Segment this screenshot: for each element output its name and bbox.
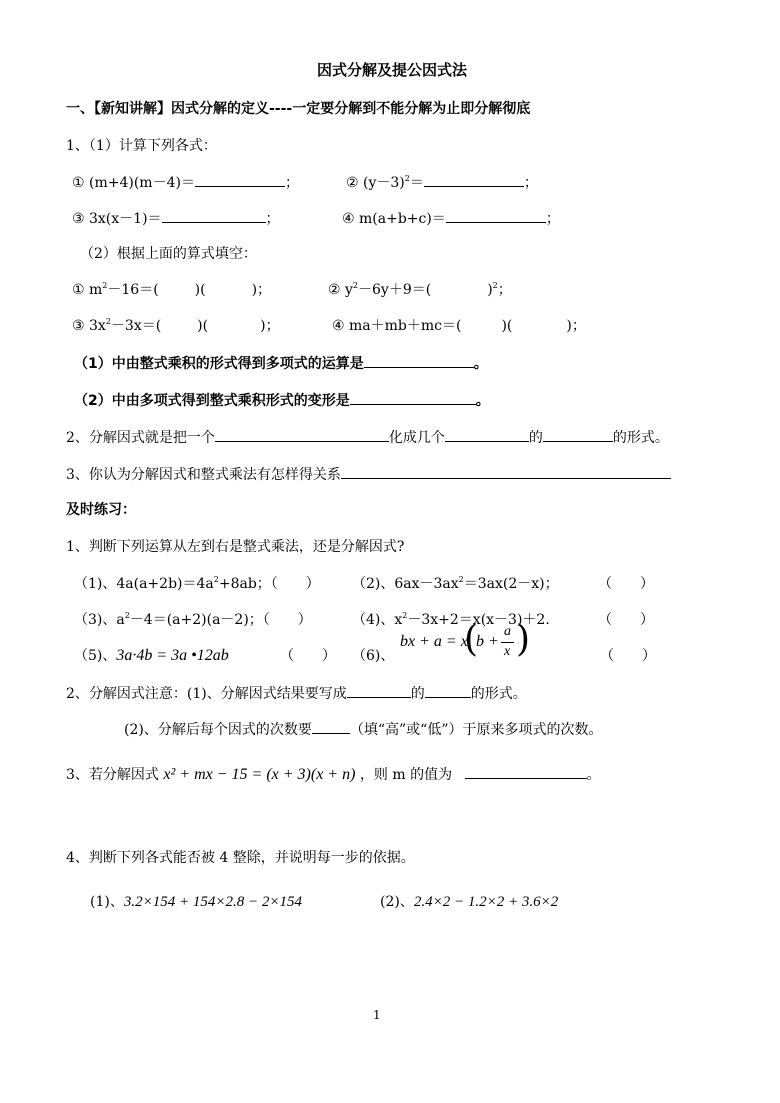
item-5: （5)、3a·4b = 3a •12ab — [74, 647, 229, 664]
item-4: （4)、$x^2-3x+2=x(x-3)+2$. — [352, 611, 550, 628]
calc-4: ④ m(a+b+c)＝ — [342, 211, 446, 227]
fill-row-1b: ② $y^2-6y+9=$( )$^2$； — [328, 281, 512, 298]
calc-1: ① (m+4)(m－4)＝ — [72, 175, 195, 191]
answer-blank[interactable] — [162, 208, 266, 223]
practice-3: 3、若分解因式 x² + mx − 15 = (x + 3)(x + n) ，则 m 的值为 。 — [66, 766, 601, 783]
practice-3-math: x² + mx − 15 = (x + 3)(x + n) — [163, 766, 356, 783]
item-3: （3)、$a^2-4=(a+2)(a-2)$；（ ） — [74, 611, 312, 628]
calc-3: ③ 3x(x－1)＝ — [72, 211, 162, 227]
item-5-math: 3a·4b = 3a •12ab — [116, 647, 229, 664]
answer-blank[interactable] — [445, 427, 529, 442]
answer-blank[interactable] — [350, 390, 476, 405]
item-2-paren: （ ） — [598, 576, 654, 592]
fill-row-2b: ④ ma＋mb＋mc＝( )( )； — [332, 318, 586, 334]
practice-2-b: (2)、分解后每个因式的次数要 （填“高”或“低”）于原来多项式的次数。 — [124, 719, 602, 740]
bold-statement-2: （2）中由多项式得到整式乘积形式的变形是 。 — [74, 390, 490, 411]
answer-blank[interactable] — [195, 172, 285, 187]
answer-blank[interactable] — [446, 208, 546, 223]
practice-4-1: (1)、3.2×154 + 154×2.8 − 2×154 — [90, 894, 302, 910]
calc-row-2: ③ 3x(x－1)＝ ； — [72, 208, 280, 229]
practice-4-1-math: 3.2×154 + 154×2.8 − 2×154 — [123, 894, 302, 910]
page-number: 1 — [373, 1008, 381, 1022]
answer-blank[interactable] — [543, 427, 613, 442]
item-6: （6)、 — [352, 648, 395, 664]
item-4-paren: （ ） — [598, 612, 654, 628]
calc-row-1: ① (m+4)(m－4)＝ ； — [72, 172, 299, 193]
calc-2: ② (y－3) — [346, 175, 405, 191]
practice-2: 2、分解因式注意：(1)、分解因式结果要写成 的 的形式。 — [66, 683, 527, 704]
fill-row-2: ③ $3x^2-3x=$( )( )； — [72, 317, 280, 334]
answer-blank[interactable] — [347, 683, 411, 698]
item-5-paren: （ ） — [280, 648, 336, 664]
question-2: 2、分解因式就是把一个 化成几个 的 的形式。 — [66, 427, 669, 448]
answer-blank[interactable] — [465, 764, 587, 779]
practice-4: 4、判断下列各式能否被 4 整除，并说明每一步的依据。 — [66, 850, 415, 866]
calc-row-1b: ② $(y-3)^2=$ ； — [346, 174, 538, 191]
answer-blank[interactable] — [312, 719, 350, 734]
practice-heading: 及时练习： — [66, 502, 136, 518]
practice-4-2-math: 2.4×2 − 1.2×2 + 3.6×2 — [413, 894, 559, 910]
answer-blank[interactable] — [364, 353, 474, 368]
question-3: 3、你认为分解因式和整式乘法有怎样得关系 — [66, 464, 671, 485]
answer-blank[interactable] — [341, 464, 671, 479]
item-2: （2)、$6ax-3ax^2=3ax(2-x)$； — [352, 575, 559, 592]
practice-1: 1、判断下列运算从左到右是整式乘法，还是分解因式? — [66, 539, 405, 555]
item-1: （1)、$4a(a+2b)=4a^2+8ab$；（ ） — [74, 575, 320, 592]
section-heading: 一、【新知讲解】因式分解的定义----一定要分解到不能分解为止即分解彻底 — [66, 101, 531, 117]
practice-4-2: (2)、2.4×2 − 1.2×2 + 3.6×2 — [380, 894, 559, 910]
item-6-paren: （ ） — [600, 648, 656, 664]
answer-blank[interactable] — [424, 172, 524, 187]
question-1-intro: 1、（1）计算下列各式： — [66, 138, 217, 154]
calc-row-2b: ④ m(a+b+c)＝ ； — [342, 208, 560, 229]
answer-blank[interactable] — [215, 427, 389, 442]
page-title: 因式分解及提公因式法 — [317, 61, 468, 79]
answer-blank[interactable] — [425, 683, 471, 698]
question-2-intro: （2）根据上面的算式填空： — [80, 246, 257, 262]
bold-statement-1: （1）中由整式乘积的形式得到多项式的运算是 。 — [74, 353, 488, 374]
fill-row-1: ① $m^2-16=$( )( )； — [72, 281, 272, 298]
